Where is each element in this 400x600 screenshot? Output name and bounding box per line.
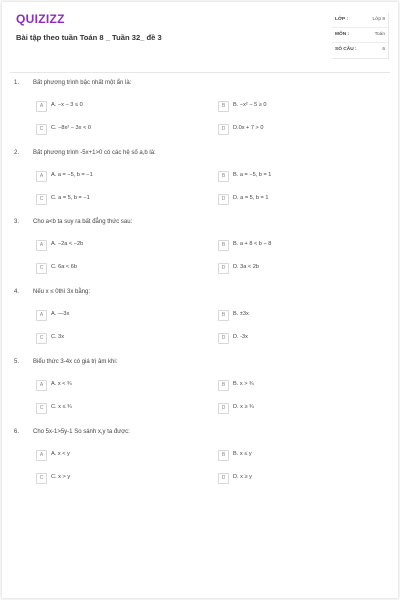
- option-letter-box: C: [36, 263, 47, 274]
- option-letter-box: B: [218, 380, 229, 391]
- option-letter-box: C: [36, 473, 47, 484]
- worksheet-header: [2, 2, 398, 72]
- info-label: LỚP :: [335, 17, 349, 22]
- question-number: 4.: [14, 289, 20, 295]
- option-text: C. a = 5, b = −1: [51, 195, 90, 201]
- option-text: C. −8x² − 3x < 0: [51, 125, 91, 131]
- option-text: B. −x² − 5 ≥ 0: [233, 102, 267, 108]
- info-value: 6: [382, 47, 385, 52]
- question-number: 6.: [14, 429, 20, 435]
- option-text: D. x ≥ y: [233, 474, 252, 480]
- worksheet-page: [2, 2, 398, 598]
- option-text: D. -3x: [233, 334, 248, 340]
- option-letter-box: C: [36, 124, 47, 135]
- option-letter-box: B: [218, 450, 229, 461]
- question-text: Cho a<b ta suy ra bất đẳng thức sau:: [33, 219, 133, 225]
- option-text: A. −x − 3 ≤ 0: [51, 102, 83, 108]
- option-letter-box: C: [36, 194, 47, 205]
- option-letter-box: D: [218, 194, 229, 205]
- question-number: 5.: [14, 359, 20, 365]
- info-row-subject: [332, 28, 388, 43]
- question-text: Biểu thức 3-4x có giá trị âm khi:: [33, 359, 118, 365]
- option-text: B. a = −5, b = 1: [233, 172, 272, 178]
- question-number: 2.: [14, 150, 20, 156]
- option-letter-box: D: [218, 333, 229, 344]
- info-box: [332, 13, 389, 59]
- option-letter-box: A: [36, 240, 47, 251]
- quizizz-logo: QUIZIZZ: [16, 12, 65, 26]
- option-text: A. —3x: [51, 311, 70, 317]
- info-row-count: [332, 43, 388, 57]
- worksheet-title: Bài tập theo tuần Toán 8 _ Tuần 32_ đề 3: [16, 33, 162, 42]
- question-text: Nếu x ≤ 0thì 3x bằng:: [33, 289, 90, 295]
- question-text: Bất phương trình -5x+1>0 có các hệ số a,b là:: [33, 150, 156, 156]
- option-text: B. ±3x: [233, 311, 249, 317]
- option-letter-box: B: [218, 310, 229, 321]
- option-text: B. x > ¾: [233, 381, 254, 387]
- option-letter-box: A: [36, 450, 47, 461]
- option-text: D. 3a < 2b: [233, 264, 259, 270]
- option-text: A. −2a < −2b: [51, 241, 84, 247]
- option-text: A. x < ¾: [51, 381, 72, 387]
- option-text: C. 3x: [51, 334, 65, 340]
- option-text: C. x ≤ ¾: [51, 404, 72, 410]
- option-letter-box: D: [218, 263, 229, 274]
- option-letter-box: A: [36, 310, 47, 321]
- option-text: C. 6a < 6b: [51, 264, 77, 270]
- header-divider: [10, 72, 390, 73]
- option-letter-box: C: [36, 333, 47, 344]
- question-text: Cho 5x-1>5y-1 So sánh x,y ta được:: [33, 429, 130, 435]
- option-letter-box: D: [218, 403, 229, 414]
- option-letter-box: D: [218, 473, 229, 484]
- option-letter-box: A: [36, 171, 47, 182]
- option-letter-box: B: [218, 240, 229, 251]
- info-row-class: [332, 13, 388, 28]
- info-label: MÔN :: [335, 32, 350, 37]
- option-letter-box: B: [218, 171, 229, 182]
- option-text: B. x ≤ y: [233, 451, 252, 457]
- question-number: 1.: [14, 80, 20, 86]
- option-text: B. a + 8 < b − 8: [233, 241, 272, 247]
- option-letter-box: A: [36, 380, 47, 391]
- option-text: C. x > y: [51, 474, 71, 480]
- info-label: SỐ CÂU :: [335, 47, 357, 52]
- option-text: D. x ≥ ¾: [233, 404, 254, 410]
- option-letter-box: C: [36, 403, 47, 414]
- info-value: Lớp 8: [372, 17, 385, 22]
- option-letter-box: D: [218, 124, 229, 135]
- option-letter-box: B: [218, 101, 229, 112]
- option-letter-box: A: [36, 101, 47, 112]
- option-text: D.0x + 7 > 0: [233, 125, 264, 131]
- question-text: Bất phương trình bậc nhất một ẩn là:: [33, 80, 132, 86]
- option-text: A. x < y: [51, 451, 70, 457]
- option-text: A. a = −5, b = −1: [51, 172, 93, 178]
- question-number: 3.: [14, 219, 20, 225]
- option-text: D. a = 5, b = 1: [233, 195, 269, 201]
- info-value: Toán: [374, 32, 385, 37]
